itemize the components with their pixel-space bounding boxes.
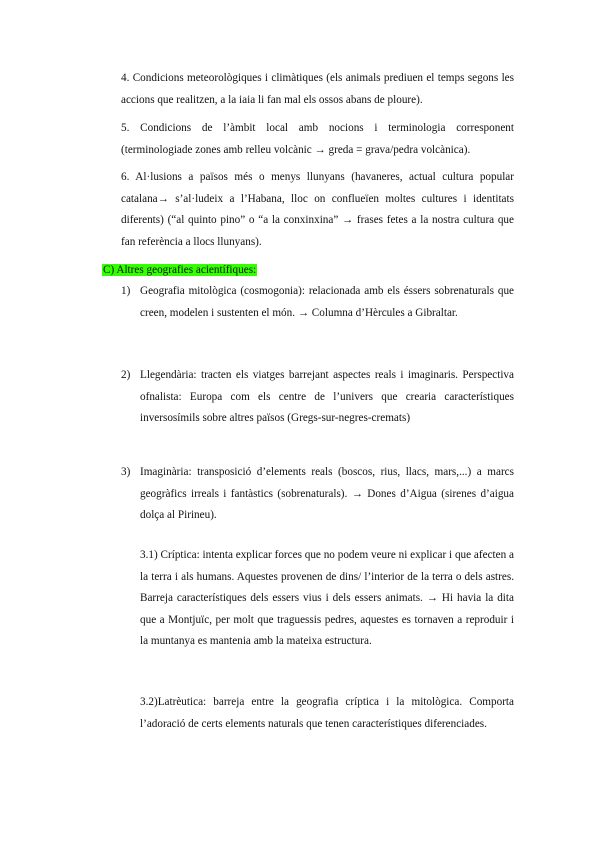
list-item-text: Llegendària: tracten els viatges barrejant aspectes reals i imaginaris. Perspectiva ofnalista: Europa com els centre de l’univers que crearia característiques inversosímils sobre altres països (Gregs-sur-negres-cremats): [140, 369, 514, 424]
list-item-text: Imaginària: transposició d’elements reals (boscos, rius, llacs, mars,...) a marcs geogràfics irreals i fantàstics (sobrenaturals). → Dones d’Aigua (sirenes d’aigua dolça al Pirineu).: [140, 466, 514, 521]
section-c-highlight: C) Altres geografies acientífiques:: [103, 264, 257, 276]
item-6-paragraph: 6. Al·lusions a països més o menys llunyans (havaneres, actual cultura popular catalana→ s’al·ludeix a l’Habana, lloc on conflueïen moltes cultures i identitats diferents) (“al quinto pino” o “a la conxinxina” → frases fetes a la nostra cultura que fan referència a llocs llunyans).: [121, 171, 514, 248]
list-item-number: 1): [121, 285, 131, 297]
subsection-3-1-paragraph: 3.1) Críptica: intenta explicar forces que no podem veure ni explicar i que afecten a la terra i als humans. Aquestes provenen de dins/ l’interior de la terra o dels astres. Barreja característiques dels essers vius i dels essers animats. → Hi havia la dita que a Montjuïc, per molt que traguessis pedres, aquestes es tornaven a reproduir i la muntanya es mantenia amb la mateixa estructura.: [140, 549, 514, 647]
list-item-text: Geografia mitològica (cosmogonia): relacionada amb els éssers sobrenaturals que creen, modelen i sustenten el món. → Columna d’Hèrcules a Gibraltar.: [140, 285, 514, 319]
list-item-number: 2): [121, 369, 131, 381]
item-5-paragraph: 5. Condicions de l’àmbit local amb nocions i terminologia corresponent (terminologiade zones amb relleu volcànic → greda = grava/pedra volcànica).: [121, 122, 514, 156]
section-c-heading: [102, 260, 257, 282]
list-item-number: 3): [121, 466, 131, 478]
subsection-3-2-paragraph: 3.2)Latrèutica: barreja entre la geografia críptica i la mitològica. Comporta l’adoració de certs elements naturals que tenen característiques diferenciades.: [140, 696, 514, 730]
item-4-paragraph: 4. Condicions meteorològiques i climàtiques (els animals prediuen el temps segons les accions que realitzen, a la iaia li fan mal els ossos abans de ploure).: [121, 72, 514, 106]
